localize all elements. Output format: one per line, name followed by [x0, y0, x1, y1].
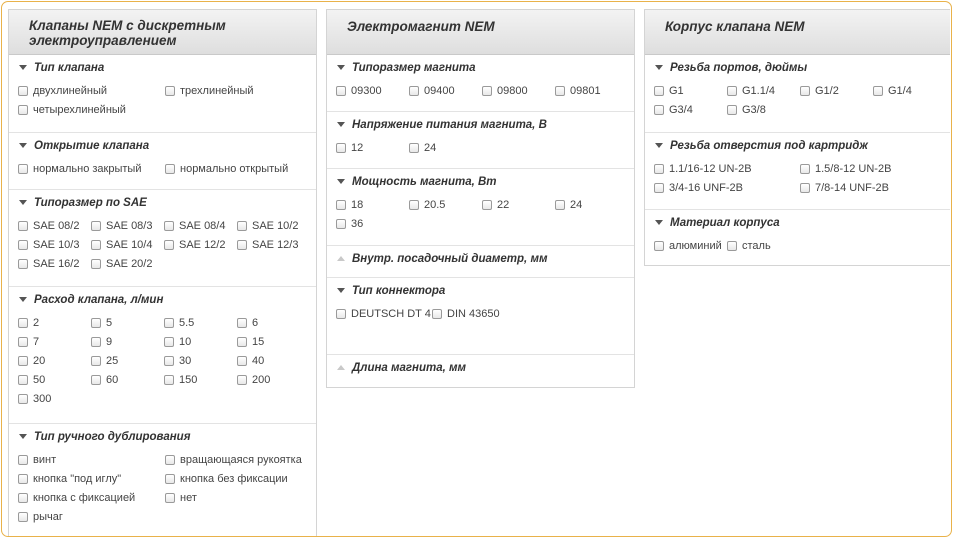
option-checkbox[interactable]: четырехлинейный: [18, 103, 126, 117]
checkbox[interactable]: [165, 86, 175, 96]
checkbox[interactable]: [654, 105, 664, 115]
checkbox[interactable]: [18, 105, 28, 115]
checkbox[interactable]: [18, 259, 28, 269]
option-checkbox[interactable]: DIN 43650: [432, 307, 500, 321]
column-title: Корпус клапана NEM: [665, 19, 805, 34]
checkbox[interactable]: [18, 356, 28, 366]
option-checkbox[interactable]: 20.5: [409, 198, 445, 212]
checkbox[interactable]: [91, 240, 101, 250]
checkbox[interactable]: [165, 164, 175, 174]
expand-arrow-icon: [655, 220, 663, 225]
checkbox[interactable]: [237, 337, 247, 347]
filter-section-power: [327, 169, 634, 246]
magnet-column-header: [327, 10, 634, 55]
checkbox[interactable]: [873, 86, 883, 96]
option-checkbox[interactable]: SAE 12/3: [237, 238, 298, 252]
expand-arrow-icon: [19, 65, 27, 70]
option-checkbox[interactable]: вращающаяся рукоятка: [165, 453, 302, 467]
option-checkbox[interactable]: 300: [18, 392, 51, 406]
valves-column: [8, 9, 317, 537]
filter-section-inner-diameter: [327, 246, 634, 278]
option-checkbox[interactable]: 2: [18, 316, 39, 330]
column-title: Электромагнит NEM: [347, 19, 495, 34]
checkbox[interactable]: [91, 221, 101, 231]
expand-arrow-icon: [337, 122, 345, 127]
option-checkbox[interactable]: DEUTSCH DT 4: [336, 307, 431, 321]
option-checkbox[interactable]: 7/8-14 UNF-2B: [800, 181, 889, 195]
checkbox[interactable]: [800, 86, 810, 96]
checkbox[interactable]: [91, 356, 101, 366]
section-header[interactable]: Тип коннектора: [337, 285, 445, 297]
checkbox[interactable]: [336, 143, 346, 153]
collapsed-arrow-icon: [337, 256, 345, 261]
option-checkbox[interactable]: 24: [555, 198, 582, 212]
checkbox[interactable]: [727, 86, 737, 96]
section-header[interactable]: Типоразмер по SAE: [19, 197, 147, 209]
option-checkbox[interactable]: G1/2: [800, 84, 839, 98]
option-checkbox[interactable]: G3/8: [727, 103, 766, 117]
option-checkbox[interactable]: G3/4: [654, 103, 693, 117]
checkbox[interactable]: [164, 221, 174, 231]
option-checkbox[interactable]: 18: [336, 198, 363, 212]
option-checkbox[interactable]: 30: [164, 354, 191, 368]
checkbox[interactable]: [654, 183, 664, 193]
checkbox[interactable]: [482, 200, 492, 210]
option-checkbox[interactable]: G1: [654, 84, 684, 98]
option-checkbox[interactable]: 50: [18, 373, 45, 387]
option-checkbox[interactable]: нормально закрытый: [18, 162, 141, 176]
expand-arrow-icon: [337, 65, 345, 70]
checkbox[interactable]: [165, 455, 175, 465]
checkbox[interactable]: [165, 474, 175, 484]
checkbox[interactable]: [800, 164, 810, 174]
expand-arrow-icon: [655, 65, 663, 70]
option-checkbox[interactable]: 09800: [482, 84, 528, 98]
option-checkbox[interactable]: 09300: [336, 84, 382, 98]
option-checkbox[interactable]: 36: [336, 217, 363, 231]
expand-arrow-icon: [655, 143, 663, 148]
checkbox[interactable]: [727, 105, 737, 115]
option-checkbox[interactable]: SAE 10/2: [237, 219, 298, 233]
section-header[interactable]: Резьба отверстия под картридж: [655, 140, 868, 152]
option-checkbox[interactable]: SAE 20/2: [91, 257, 152, 271]
option-checkbox[interactable]: SAE 10/3: [18, 238, 79, 252]
section-header[interactable]: Тип ручного дублирования: [19, 431, 190, 443]
option-checkbox[interactable]: G1.1/4: [727, 84, 775, 98]
option-checkbox[interactable]: 24: [409, 141, 436, 155]
option-checkbox[interactable]: кнопка с фиксацией: [18, 491, 135, 505]
option-checkbox[interactable]: 5.5: [164, 316, 194, 330]
filter-panel: [1, 1, 952, 537]
filter-section-body-material: [645, 210, 950, 265]
filter-section-magnet-length: [327, 355, 634, 385]
option-checkbox[interactable]: 60: [91, 373, 118, 387]
option-checkbox[interactable]: нет: [165, 491, 197, 505]
checkbox[interactable]: [432, 309, 442, 319]
checkbox[interactable]: [237, 221, 247, 231]
checkbox[interactable]: [18, 493, 28, 503]
section-header[interactable]: Внутр. посадочный диаметр, мм: [337, 253, 547, 265]
checkbox[interactable]: [336, 200, 346, 210]
checkbox[interactable]: [654, 241, 664, 251]
option-checkbox[interactable]: 22: [482, 198, 509, 212]
checkbox[interactable]: [336, 309, 346, 319]
option-checkbox[interactable]: 20: [18, 354, 45, 368]
body-column-header: [645, 10, 950, 55]
option-checkbox[interactable]: 10: [164, 335, 191, 349]
checkbox[interactable]: [800, 183, 810, 193]
option-checkbox[interactable]: 3/4-16 UNF-2B: [654, 181, 743, 195]
section-header[interactable]: Длина магнита, мм: [337, 362, 466, 374]
option-checkbox[interactable]: 40: [237, 354, 264, 368]
filter-section-port-thread: [645, 55, 950, 133]
checkbox[interactable]: [336, 219, 346, 229]
expand-arrow-icon: [337, 179, 345, 184]
checkbox[interactable]: [18, 375, 28, 385]
body-column: [644, 9, 950, 266]
option-checkbox[interactable]: 150: [164, 373, 197, 387]
option-checkbox[interactable]: 12: [336, 141, 363, 155]
checkbox[interactable]: [336, 86, 346, 96]
option-checkbox[interactable]: рычаг: [18, 510, 63, 524]
expand-arrow-icon: [19, 200, 27, 205]
expand-arrow-icon: [19, 297, 27, 302]
filter-section-manual-override: [9, 424, 316, 534]
checkbox[interactable]: [18, 318, 28, 328]
section-header[interactable]: Расход клапана, л/мин: [19, 294, 163, 306]
checkbox[interactable]: [18, 474, 28, 484]
checkbox[interactable]: [164, 318, 174, 328]
checkbox[interactable]: [654, 164, 664, 174]
checkbox[interactable]: [165, 493, 175, 503]
section-header[interactable]: Типоразмер магнита: [337, 62, 476, 74]
checkbox[interactable]: [91, 337, 101, 347]
checkbox[interactable]: [164, 356, 174, 366]
option-checkbox[interactable]: SAE 10/4: [91, 238, 152, 252]
checkbox[interactable]: [409, 143, 419, 153]
option-checkbox[interactable]: нормально открытый: [165, 162, 288, 176]
section-header[interactable]: Тип клапана: [19, 62, 104, 74]
option-checkbox[interactable]: винт: [18, 453, 56, 467]
checkbox[interactable]: [555, 86, 565, 96]
option-checkbox[interactable]: 25: [91, 354, 118, 368]
checkbox[interactable]: [409, 200, 419, 210]
column-title-line1: Клапаны NEM с дискретным: [29, 18, 226, 33]
filter-section-valve-opening: [9, 133, 316, 190]
filter-section-sae-size: [9, 190, 316, 287]
expand-arrow-icon: [337, 288, 345, 293]
option-checkbox[interactable]: 6: [237, 316, 258, 330]
option-checkbox[interactable]: SAE 08/4: [164, 219, 225, 233]
section-header[interactable]: Материал корпуса: [655, 217, 780, 229]
checkbox[interactable]: [91, 318, 101, 328]
option-checkbox[interactable]: SAE 08/2: [18, 219, 79, 233]
checkbox[interactable]: [164, 337, 174, 347]
section-header[interactable]: Мощность магнита, Вт: [337, 176, 497, 188]
valves-column-header: [9, 10, 316, 55]
option-checkbox[interactable]: 200: [237, 373, 270, 387]
filter-section-voltage: [327, 112, 634, 169]
option-checkbox[interactable]: 7: [18, 335, 39, 349]
option-checkbox[interactable]: 15: [237, 335, 264, 349]
checkbox[interactable]: [164, 240, 174, 250]
filter-section-magnet-size: [327, 55, 634, 112]
option-checkbox[interactable]: 9: [91, 335, 112, 349]
option-checkbox[interactable]: SAE 16/2: [18, 257, 79, 271]
checkbox[interactable]: [654, 86, 664, 96]
column-title-line2: электроуправлением: [29, 33, 177, 48]
checkbox[interactable]: [482, 86, 492, 96]
filter-section-connector: [327, 278, 634, 355]
checkbox[interactable]: [237, 356, 247, 366]
checkbox[interactable]: [18, 240, 28, 250]
option-checkbox[interactable]: 1.5/8-12 UN-2B: [800, 162, 891, 176]
checkbox[interactable]: [18, 221, 28, 231]
checkbox[interactable]: [237, 318, 247, 328]
checkbox[interactable]: [409, 86, 419, 96]
option-checkbox[interactable]: трехлинейный: [165, 84, 254, 98]
checkbox[interactable]: [18, 86, 28, 96]
option-checkbox[interactable]: 09400: [409, 84, 455, 98]
expand-arrow-icon: [19, 143, 27, 148]
checkbox[interactable]: [237, 375, 247, 385]
checkbox[interactable]: [727, 241, 737, 251]
checkbox[interactable]: [18, 512, 28, 522]
option-checkbox[interactable]: алюминий: [654, 239, 722, 253]
collapsed-arrow-icon: [337, 365, 345, 370]
filter-section-valve-type: [9, 55, 316, 133]
checkbox[interactable]: [91, 375, 101, 385]
filter-section-flow-rate: [9, 287, 316, 424]
option-checkbox[interactable]: 1.1/16-12 UN-2B: [654, 162, 752, 176]
option-checkbox[interactable]: кнопка без фиксации: [165, 472, 288, 486]
option-checkbox[interactable]: 09801: [555, 84, 601, 98]
checkbox[interactable]: [164, 375, 174, 385]
option-checkbox[interactable]: двухлинейный: [18, 84, 107, 98]
checkbox[interactable]: [18, 455, 28, 465]
checkbox[interactable]: [237, 240, 247, 250]
section-header[interactable]: Открытие клапана: [19, 140, 149, 152]
section-header[interactable]: Резьба портов, дюймы: [655, 62, 807, 74]
checkbox[interactable]: [555, 200, 565, 210]
expand-arrow-icon: [19, 434, 27, 439]
checkbox[interactable]: [91, 259, 101, 269]
option-checkbox[interactable]: кнопка "под иглу": [18, 472, 121, 486]
checkbox[interactable]: [18, 337, 28, 347]
option-checkbox[interactable]: 5: [91, 316, 112, 330]
checkbox[interactable]: [18, 164, 28, 174]
section-header[interactable]: Напряжение питания магнита, В: [337, 119, 547, 131]
option-checkbox[interactable]: сталь: [727, 239, 771, 253]
option-checkbox[interactable]: G1/4: [873, 84, 912, 98]
option-checkbox[interactable]: SAE 12/2: [164, 238, 225, 252]
filter-section-cartridge-thread: [645, 133, 950, 210]
checkbox[interactable]: [18, 394, 28, 404]
magnet-column: [326, 9, 635, 388]
option-checkbox[interactable]: SAE 08/3: [91, 219, 152, 233]
